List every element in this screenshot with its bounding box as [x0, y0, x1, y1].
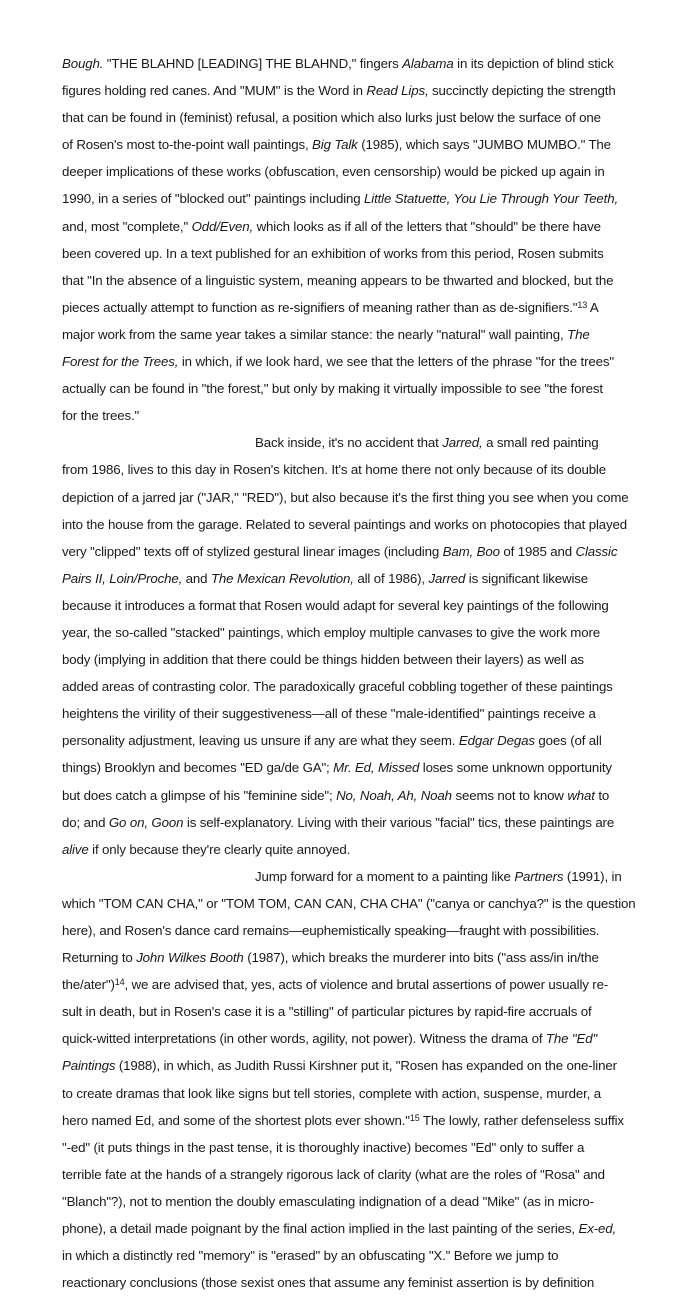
text-run: because it introduces a format that Rosen would adapt for several key paintings of the following: [62, 597, 609, 613]
text-run: Jump forward for a moment to a painting like: [255, 868, 515, 884]
italic-title: Go on, Goon: [108, 814, 184, 830]
italic-title: Little Statuette, You Lie Through Your Teeth,: [364, 191, 619, 207]
text-run: A: [587, 299, 599, 315]
text-line: [62, 267, 634, 294]
text-run: added areas of contrasting color. The paradoxically graceful cobbling together of these paintings: [62, 679, 613, 695]
text-run: (1985), which says "JUMBO MUMBO." The: [357, 137, 611, 153]
text-run: that can be found in (feminist) refusal, a position which also lurks just below the surface of one: [62, 110, 601, 126]
text-run: personality adjustment, leaving us unsure if any are what they seem.: [62, 733, 459, 749]
text-run: in which a distinctly red "memory" is "erased" by an obfuscating "X." Before we jump to: [62, 1248, 559, 1264]
text-run: actually can be found in "the forest," but only by making it virtually impossible to see "the forest: [62, 381, 603, 397]
text-run: figures holding red canes. And "MUM" is the Word in: [62, 83, 367, 99]
text-run: seems not to know: [451, 787, 568, 803]
text-run: that "In the absence of a linguistic system, meaning appears to be thwarted and blocked, but the: [62, 272, 614, 288]
text-run: in its depiction of blind stick: [453, 56, 614, 71]
text-line: [62, 1161, 634, 1188]
text-line: [62, 1052, 634, 1079]
text-line: [62, 1188, 634, 1215]
text-run: quick-witted interpretations (in other words, agility, not power). Witness the drama of: [62, 1031, 546, 1047]
text-line: [62, 104, 634, 131]
text-run: all of 1986),: [353, 570, 429, 586]
italic-title: The Mexican Revolution,: [210, 570, 354, 586]
text-run: terrible fate at the hands of a strangely rigorous lack of clarity (what are the roles of "Rosa" and: [62, 1166, 605, 1182]
text-run: here), and Rosen's dance card remains—euphemistically speaking—fraught with possibilities.: [62, 923, 600, 938]
text-line: [62, 158, 634, 185]
text-run: depiction of a jarred jar ("JAR," "RED"), but also because it's the first thing you see when you come: [62, 489, 629, 505]
text-run: pieces actually attempt to function as re-signifiers of meaning rather than as de-signifiers.": [62, 299, 578, 315]
italic-title: John Wilkes Booth: [136, 950, 244, 966]
text-run: "Blanch"?), not to mention the doubly emasculating indignation of a dead "Mike" (as in micro-: [62, 1193, 594, 1209]
text-line: [62, 917, 634, 944]
text-run: which "TOM CAN CHA," or "TOM TOM, CAN CAN, CHA CHA" ("canya or canchya?" is the question: [62, 895, 636, 911]
footnote-marker: 15: [409, 1112, 420, 1123]
text-line: [62, 646, 634, 673]
text-run: is significant likewise: [465, 570, 589, 586]
text-run: sult in death, but in Rosen's case it is a "stilling" of particular pictures by rapid-fire accruals of: [62, 1004, 592, 1020]
italic-title: Classic: [575, 543, 618, 559]
text-run: The lowly, rather defenseless suffix: [419, 1112, 624, 1128]
text-run: for the trees.": [62, 408, 140, 424]
paragraph: [62, 429, 634, 863]
text-line: [62, 754, 634, 781]
text-line: [62, 213, 634, 240]
text-run: do; and: [62, 814, 109, 830]
text-line: [62, 131, 634, 158]
document-page: [62, 50, 634, 1296]
text-run: Returning to: [62, 950, 137, 966]
italic-title: what: [567, 787, 595, 803]
italic-title: Ex-ed,: [578, 1221, 617, 1237]
text-run: but does catch a glimpse of his "feminine side";: [62, 787, 337, 803]
footnote-marker: 14: [114, 977, 125, 988]
text-run: very "clipped" texts off of stylized gestural linear images (including: [62, 543, 443, 559]
italic-title: Jarred: [428, 570, 466, 586]
text-run: is self-explanatory. Living with their various "facial" tics, these paintings are: [183, 814, 615, 830]
text-line: [62, 890, 634, 917]
text-run: been covered up. In a text published for an exhibition of works from this period, Rosen submits: [62, 245, 604, 261]
italic-title: The "Ed": [545, 1031, 598, 1047]
text-run: into the house from the garage. Related to several paintings and works on photocopies that played: [62, 516, 627, 532]
text-run: from 1986, lives to this day in Rosen's kitchen. It's at home there not only because of its double: [62, 462, 606, 478]
text-line: [62, 809, 634, 836]
italic-title: Partners: [514, 868, 564, 884]
text-run: (1991), in: [563, 868, 622, 884]
text-line: [62, 944, 634, 971]
text-run: heightens the virility of their suggestiveness—all of these "male-identified" paintings receive a: [62, 706, 596, 722]
text-run: a small red painting: [482, 435, 599, 451]
italic-title: Big Talk: [312, 137, 358, 153]
text-line: [62, 971, 634, 998]
text-run: "-ed" (it puts things in the past tense, it is thoroughly inactive) becomes "Ed" only to suffer a: [62, 1139, 585, 1155]
italic-title: alive: [62, 841, 89, 857]
text-run: year, the so-called "stacked" paintings, which employ multiple canvases to give the work more: [62, 624, 600, 640]
italic-title: Read Lips,: [366, 83, 429, 99]
italic-title: Edgar Degas: [458, 733, 535, 749]
text-line: [62, 348, 634, 375]
text-line: [62, 77, 634, 104]
text-run: and, most "complete,": [62, 218, 192, 234]
text-run: to: [594, 787, 610, 803]
text-line: [62, 673, 634, 700]
text-run: things) Brooklyn and becomes "ED ga/de GA";: [62, 760, 334, 776]
text-run: (1987), which breaks the murderer into bits ("ass ass/in in/the: [243, 950, 599, 966]
text-line: [62, 511, 634, 538]
italic-title: Pairs II, Loin/Proche,: [62, 570, 183, 586]
text-run: Back inside, it's no accident that: [255, 435, 443, 451]
text-line: [62, 538, 634, 565]
text-line: [62, 565, 634, 592]
text-line: [62, 700, 634, 727]
paragraph: [62, 50, 634, 429]
text-run: phone), a detail made poignant by the final action implied in the last painting of the series,: [62, 1221, 579, 1237]
text-line: [62, 484, 634, 511]
text-run: goes (of all: [534, 733, 602, 749]
text-line: [62, 240, 634, 267]
text-line: [62, 1242, 634, 1269]
text-run: reactionary conclusions (those sexist ones that assume any feminist assertion is by definition: [62, 1275, 595, 1291]
text-run: loses some unknown opportunity: [419, 760, 612, 776]
text-run: (1988), in which, as Judith Russi Kirshner put it, "Rosen has expanded on the one-liner: [115, 1058, 617, 1074]
text-run: the/ater"): [62, 977, 115, 993]
text-run: succinctly depicting the strength: [428, 83, 616, 99]
italic-title: The: [567, 326, 590, 342]
text-run: and: [182, 570, 211, 586]
text-run: of 1985 and: [499, 543, 576, 559]
text-run: deeper implications of these works (obfuscation, even censorship) would be picked up again in: [62, 164, 605, 180]
text-run: if only because they're clearly quite annoyed.: [88, 841, 351, 857]
italic-title: Bam, Boo: [442, 543, 500, 559]
italic-title: Odd/Even,: [191, 218, 254, 234]
italic-title: Paintings: [62, 1058, 116, 1074]
text-line: [62, 1107, 634, 1134]
text-run: major work from the same year takes a similar stance: the nearly "natural" wall painting,: [62, 326, 568, 342]
italic-title: Jarred,: [442, 435, 483, 451]
text-line: [62, 375, 634, 402]
text-line: [62, 782, 634, 809]
text-line: [62, 50, 634, 77]
text-line: [62, 321, 634, 348]
text-line: [62, 402, 634, 429]
italic-title: Bough.: [62, 56, 104, 71]
text-line: [62, 294, 634, 321]
paragraph: [62, 863, 634, 1296]
text-run: , we are advised that, yes, acts of violence and brutal assertions of power usually re-: [124, 977, 609, 993]
text-line: [62, 1215, 634, 1242]
text-line: [62, 998, 634, 1025]
text-line: [62, 456, 634, 483]
italic-title: Forest for the Trees,: [62, 354, 179, 370]
text-run: body (implying in addition that there could be things hidden between their layers) as well as: [62, 652, 584, 668]
text-line: [62, 1025, 634, 1052]
text-line: [62, 1080, 634, 1107]
italic-title: Mr. Ed, Missed: [333, 760, 420, 776]
text-line: [62, 1134, 634, 1161]
text-line: [62, 727, 634, 754]
footnote-marker: 13: [577, 299, 588, 310]
italic-title: No, Noah, Ah, Noah: [336, 787, 452, 803]
text-run: to create dramas that look like signs but tell stories, complete with action, suspense, murder, a: [62, 1085, 602, 1101]
text-line: [62, 429, 634, 456]
text-line: [62, 592, 634, 619]
text-run: hero named Ed, and some of the shortest plots ever shown.": [62, 1112, 410, 1128]
text-line: [62, 185, 634, 212]
italic-title: Alabama: [402, 56, 454, 71]
text-run: which looks as if all of the letters that "should" be there have: [253, 218, 601, 234]
text-run: of Rosen's most to-the-point wall paintings,: [62, 137, 313, 153]
text-line: [62, 1269, 634, 1296]
text-run: "THE BLAHND [LEADING] THE BLAHND," fingers: [103, 56, 403, 71]
text-line: [62, 619, 634, 646]
text-run: in which, if we look hard, we see that the letters of the phrase "for the trees": [178, 354, 614, 370]
text-run: 1990, in a series of "blocked out" paintings including: [62, 191, 365, 207]
text-line: [62, 836, 634, 863]
text-line: [62, 863, 634, 890]
